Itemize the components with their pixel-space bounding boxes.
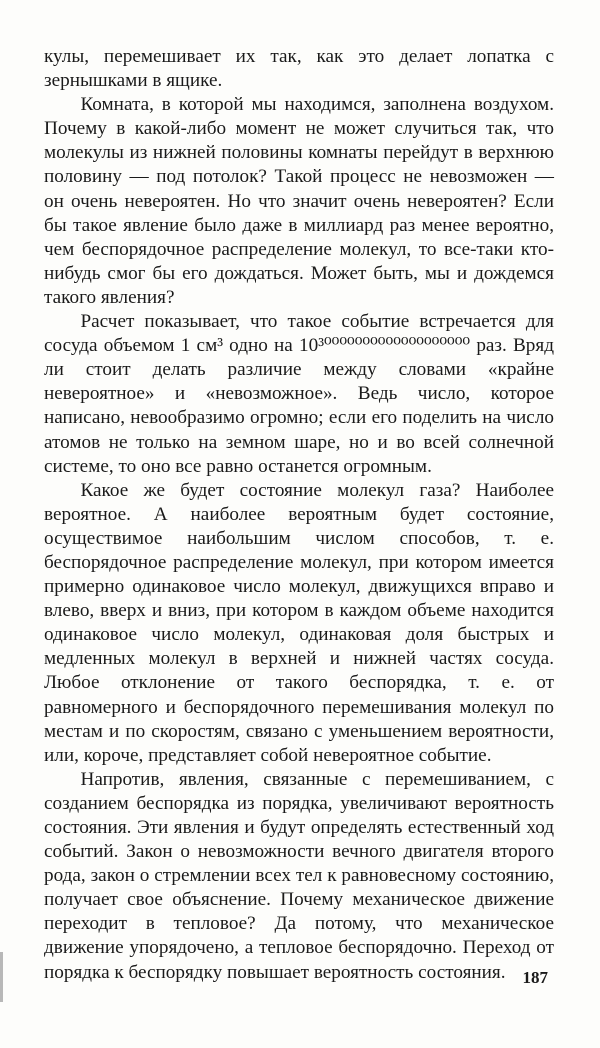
paragraph-calculation: Расчет показывает, что такое событие встречается для сосуда объемом 1 см³ одно на 10³⁰⁰⁰⁰⁰⁰⁰⁰⁰⁰⁰⁰⁰⁰⁰⁰⁰⁰⁰ раз. Вряд ли стоит делать различие между словами «крайне невероятное» и «невозможное». Ведь число, которое написано, невообразимо огромно; если его поделить на число атомов не только на земном шаре, но и во всей солнечной системе, то оно все равно останется огромным. [44, 311, 554, 477]
paragraph-gas-state: Какое же будет состояние молекул газа? Наиболее вероятное. А наиболее вероятным будет состояние, осуществимое наибольшим числом способов, т. е. беспорядочное распределение молекул, при котором имеется примерно одинаковое число молекул, движущихся вправо и влево, вверх и вниз, при котором в каждом объеме находится одинаковое число молекул, одинаковая доля быстрых и медленных молекул в верхней и нижней частях сосуда. Любое отклонение от такого беспорядка, т. е. от равномерного и беспорядочного перемешивания молекул по местам и по скоростям, связано с уменьшением вероятности, или, короче, представляет собой невероятное событие. [44, 479, 554, 766]
page-number: 187 [522, 968, 548, 987]
body-text [44, 45, 554, 985]
paragraph-room-air: Комната, в которой мы находимся, заполнена воздухом. Почему в какой-либо момент не может случиться так, что молекулы из нижней половины комнаты перейдут в верхнюю половину — под потолок? Такой процесс не невозможен — он очень невероятен. Но что значит очень невероятен? Если бы такое явление было даже в миллиард раз менее вероятно, чем беспорядочное распределение молекул, то все-таки кто-нибудь смог бы его дождаться. Может быть, мы и дождемся такого явления? [44, 94, 554, 308]
paragraph-continuation: кулы, перемешивает их так, как это делает лопатка с зернышками в ящике. [44, 46, 554, 92]
paragraph-mixing: Напротив, явления, связанные с перемешиванием, с созданием беспорядка из порядка, увеличивают вероятность состояния. Эти явления и будут определять естественный ход событий. Закон о невозможности вечного двигателя второго рода, закон о стремлении всех тел к равновесному состоянию, получает свое объяснение. Почему механическое движение переходит в тепловое? Да потому, что механическое движение упорядочено, а тепловое беспорядочно. Переход от порядка к беспорядку повышает вероятность состояния. [44, 768, 554, 983]
scan-edge-mark [0, 952, 3, 1002]
